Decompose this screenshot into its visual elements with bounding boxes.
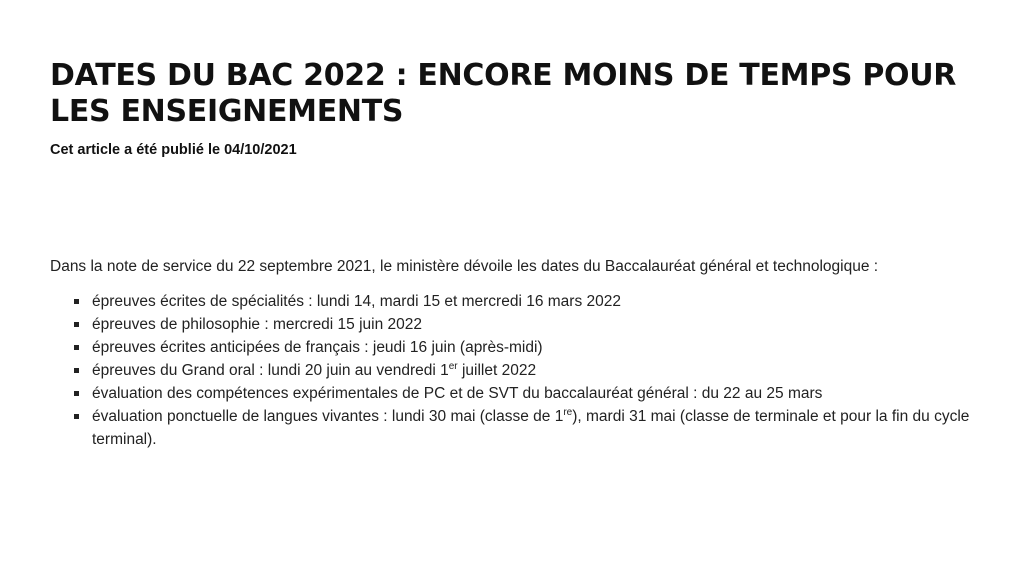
published-prefix: Cet article a été publié le bbox=[50, 142, 225, 158]
list-item-text: épreuves de philosophie : mercredi 15 juin 2022 bbox=[92, 316, 423, 333]
exam-dates-list bbox=[50, 290, 990, 451]
list-item-text-end: ), mardi 31 mai (classe de terminale et pour la fin du cycle terminal). bbox=[92, 408, 970, 448]
article-intro: Dans la note de service du 22 septembre 2021, le ministère dévoile les dates du Baccalauréat général et technologique : bbox=[50, 258, 879, 275]
bullet-icon bbox=[74, 299, 79, 304]
list-item bbox=[72, 359, 990, 382]
list-item-text: évaluation ponctuelle de langues vivantes : lundi 30 mai (classe de 1 bbox=[92, 408, 564, 425]
list-item bbox=[72, 313, 990, 336]
bullet-icon bbox=[74, 322, 79, 327]
list-item bbox=[72, 382, 990, 405]
article bbox=[50, 58, 990, 451]
bullet-icon bbox=[74, 391, 79, 396]
ordinal-superscript: er bbox=[448, 360, 458, 372]
list-item bbox=[72, 405, 990, 451]
bullet-icon bbox=[74, 368, 79, 373]
bullet-icon bbox=[74, 345, 79, 350]
article-title: DATES DU BAC 2022 : ENCORE MOINS DE TEMPS POUR LES ENSEIGNEMENTS bbox=[50, 58, 957, 129]
list-item-text: épreuves écrites anticipées de français : jeudi 16 juin (après-midi) bbox=[92, 339, 543, 356]
list-item-text: épreuves écrites de spécialités : lundi 14, mardi 15 et mercredi 16 mars 2022 bbox=[92, 293, 621, 310]
list-item-text: épreuves du Grand oral : lundi 20 juin au vendredi 1 bbox=[92, 362, 449, 379]
list-item-text-end: juillet 2022 bbox=[457, 362, 537, 379]
list-item-text: évaluation des compétences expérimentales de PC et de SVT du baccalauréat général : du 22 au 25 mars bbox=[92, 385, 823, 402]
publication-info bbox=[50, 140, 990, 160]
bullet-icon bbox=[74, 414, 79, 419]
published-date: 04/10/2021 bbox=[224, 142, 297, 158]
list-item bbox=[72, 336, 990, 359]
list-item bbox=[72, 290, 990, 313]
ordinal-superscript: re bbox=[563, 406, 573, 418]
